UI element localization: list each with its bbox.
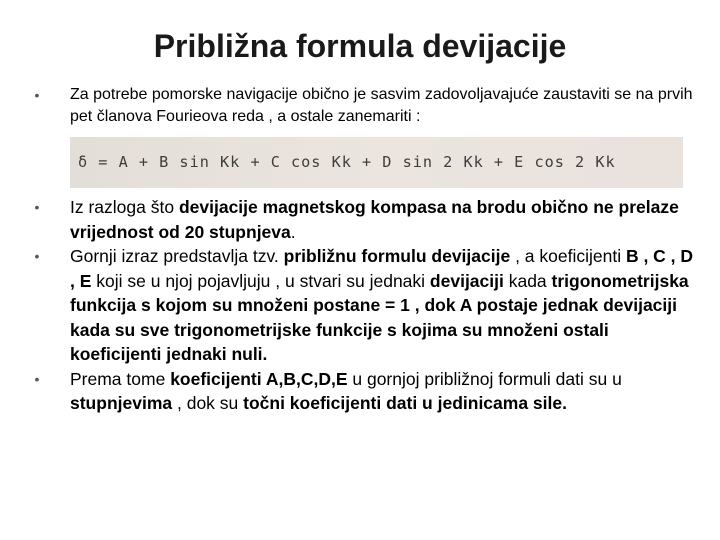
slide-title: Približna formula devijacije xyxy=(153,28,567,64)
bullet-marker: • xyxy=(34,370,40,387)
bullet-3-text-d: kada xyxy=(503,270,552,291)
bullet-4-text-a: Prema tome xyxy=(70,368,171,389)
bullet-4-text-c: , dok su xyxy=(172,393,244,413)
bullet-list xyxy=(30,84,700,416)
bullet-3-bold-d: trigonometrijska funkcija s kojom su množeni postane = 1 , dok A postaje jednak devijaciji kada su sve trigonometrijske funkcije s kojima su množeni ostali koeficijenti jednaki nuli. xyxy=(70,270,689,364)
bullet-4-text-b: u gornjoj približnoj formuli dati su u xyxy=(347,368,622,389)
bullet-3-bold-a: približnu formulu devijacije xyxy=(283,246,511,266)
bullet-3-text-c: koji se u njoj pojavljuju , u stvari su jednaki xyxy=(91,270,430,291)
bullet-1-text-bold: obično je sasvim zadovoljavajuće zaustaviti se na prvih pet članova Fourieova reda , a ostale zanemariti : xyxy=(70,86,693,125)
bullet-item-1 xyxy=(30,84,700,128)
bullet-item-3 xyxy=(30,244,700,367)
bullet-2-text: Iz razloga što xyxy=(70,197,179,217)
bullet-4-bold-a: koeficijenti A,B,C,D,E xyxy=(170,368,348,389)
bullet-4-bold-c: točni koeficijenti dati u jedinicama sile. xyxy=(243,393,567,413)
bullet-1-text: Za potrebe pomorske navigacije xyxy=(70,86,303,103)
bullet-marker: • xyxy=(34,199,40,215)
bullet-2-text-end: . xyxy=(290,221,296,242)
bullet-3-text-a: Gornji izraz predstavlja tzv. xyxy=(70,246,284,266)
formula-image: δ = A + B sin Kk + C cos Kk + D sin 2 Kk + E cos 2 Kk xyxy=(70,137,683,188)
bullet-item-4 xyxy=(30,367,700,416)
bullet-item-2 xyxy=(30,195,700,244)
bullet-4-bold-b: stupnjevima xyxy=(70,393,173,413)
bullet-3-bold-b: B , C , D , E xyxy=(70,246,694,291)
bullet-2-text-bold: devijacije magnetskog kompasa na brodu obično ne prelaze vrijednost od 20 stupnjeva xyxy=(70,197,679,242)
bullet-3-text-b: , a koeficijenti xyxy=(510,246,626,266)
bullet-marker: • xyxy=(34,248,40,264)
bullet-marker: • xyxy=(34,87,40,103)
bullet-3-bold-c: devijaciji xyxy=(429,270,504,291)
